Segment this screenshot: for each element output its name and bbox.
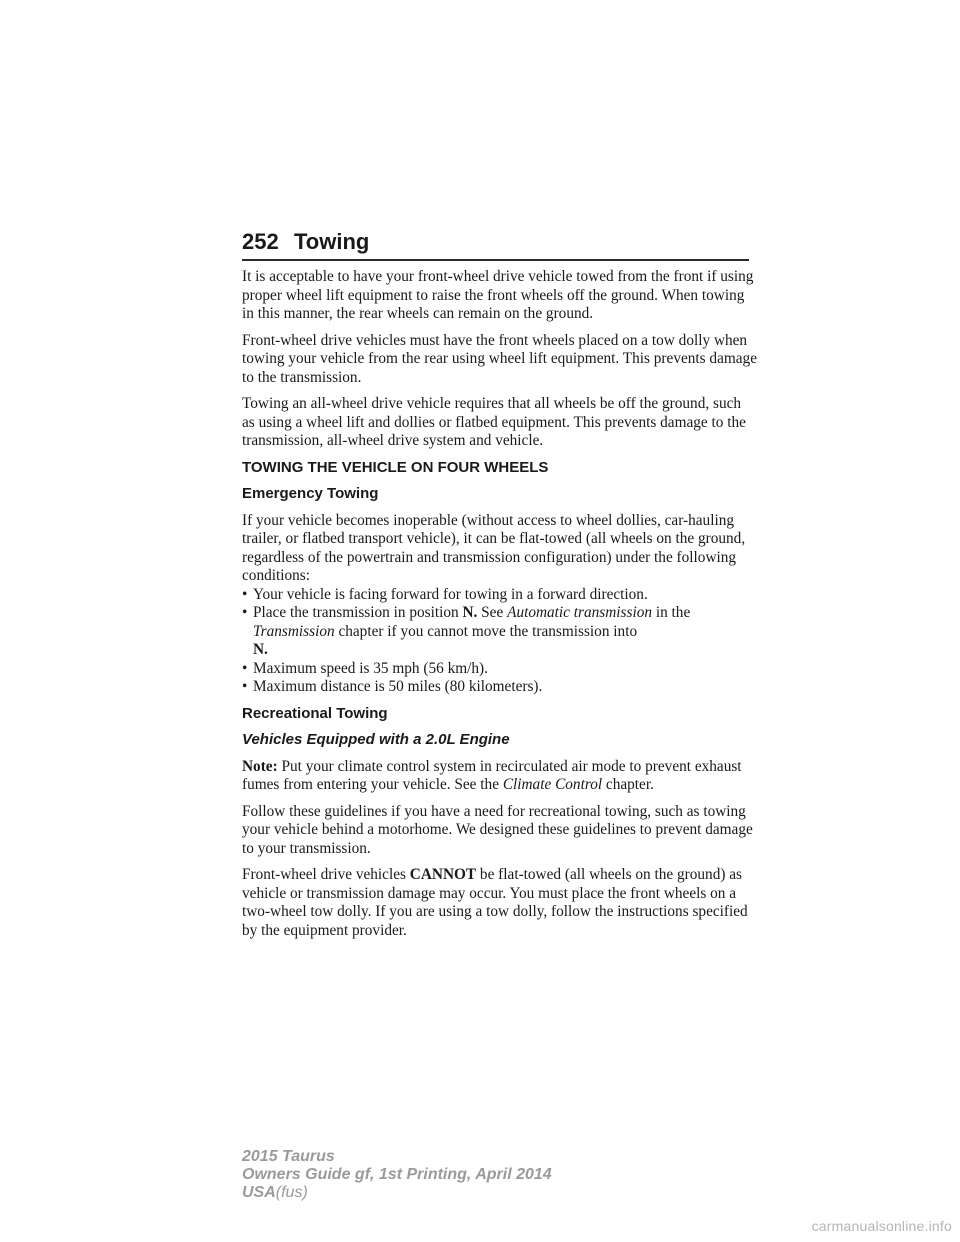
paragraph-tow-dolly: Front-wheel drive vehicles must have the front wheels placed on a tow dolly when towing your vehicle from the rear using wheel lift equipment. This prevents damage to the transmission. <box>242 331 757 386</box>
link-automatic-transmission: Automatic transmission <box>507 604 652 621</box>
heading-four-wheels: TOWING THE VEHICLE ON FOUR WHEELS <box>242 458 549 476</box>
paragraph-all-wheel-drive: Towing an all-wheel drive vehicle requires that all wheels be off the ground, such as using a wheel lift and dollies or flatbed equipment. This prevents damage to the transmission, all-wheel drive system and vehicle. <box>242 395 746 449</box>
list-item: • Maximum speed is 35 mph (56 km/h). <box>242 659 488 677</box>
paragraph-cannot-flat-tow: Front-wheel drive vehicles CANNOT be flat-towed (all wheels on the ground) as vehicle or transmission damage may occur. You must place the front wheels on a two-wheel tow dolly. If you are using a tow dolly, follow the instructions specified by the equipment provider. <box>242 866 748 939</box>
paragraph-inoperable: If your vehicle becomes inoperable (without access to wheel dollies, car-hauling trailer, or flatbed transport vehicle), it can be flat-towed (all wheels on the ground, regardless of the powertrain and transmission configuration) under the following conditions: <box>242 511 746 584</box>
footer-model: 2015 Taurus <box>242 1148 335 1165</box>
heading-2-0l-engine: Vehicles Equipped with a 2.0L Engine <box>242 731 510 748</box>
watermark: carmanualsonline.info <box>811 1218 952 1234</box>
link-transmission-chapter: Transmission <box>253 622 335 640</box>
bullet-icon: • <box>242 585 248 603</box>
link-climate-control: Climate Control <box>502 776 603 793</box>
bullet-icon: • <box>242 659 248 677</box>
note-label: Note: <box>242 757 278 775</box>
footer-region: USA(fus) <box>242 1184 308 1201</box>
page-header <box>242 229 749 261</box>
footer-printing: Owners Guide gf, 1st Printing, April 2014 <box>242 1166 552 1183</box>
page-number: 252 <box>242 229 279 254</box>
heading-recreational-towing: Recreational Towing <box>242 704 388 722</box>
note-paragraph: Note: Put your climate control system in recirculated air mode to prevent exhaust fumes from entering your vehicle. See the Climate Control chapter. <box>242 757 742 793</box>
section-title: Towing <box>294 229 370 254</box>
conditions-list <box>242 586 757 697</box>
bullet-icon: • <box>242 678 248 695</box>
page-content <box>242 268 757 948</box>
header-rule <box>242 259 749 261</box>
heading-emergency-towing: Emergency Towing <box>242 485 379 502</box>
bullet-icon: • <box>242 604 248 621</box>
paragraph-guidelines: Follow these guidelines if you have a need for recreational towing, such as towing your vehicle behind a motorhome. We designed these guidelines to prevent damage to your transmission. <box>242 802 753 857</box>
list-item: • Place the transmission in position N. See Automatic transmission in the Transmission chapter if you cannot move the transmission into N. <box>242 604 691 658</box>
list-item: • Your vehicle is facing forward for towing in a forward direction. <box>242 585 648 603</box>
page-footer <box>242 1148 552 1202</box>
list-item: • Maximum distance is 50 miles (80 kilometers). <box>242 678 543 695</box>
paragraph-front-tow: It is acceptable to have your front-wheel drive vehicle towed from the front if using proper wheel lift equipment to raise the front wheels off the ground. When towing in this manner, the rear wheels can remain on the ground. <box>242 268 754 322</box>
